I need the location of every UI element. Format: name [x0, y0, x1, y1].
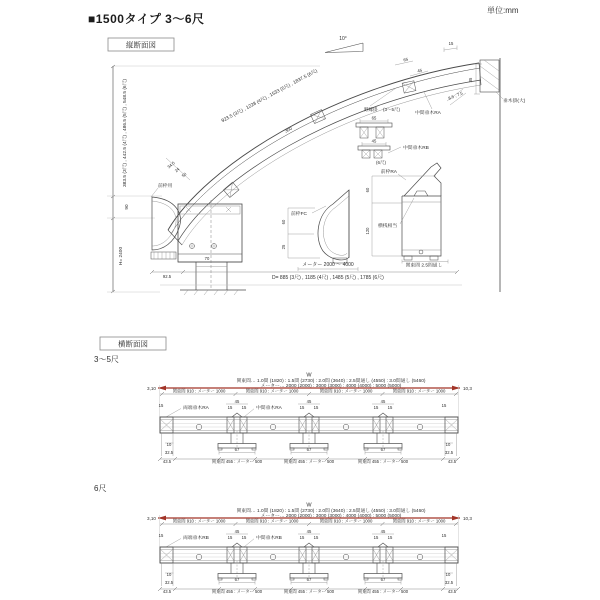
bottom-segment-label: 関東間 455 : メーター 500 — [283, 459, 335, 464]
curved-beam-lines — [168, 63, 481, 245]
section-label-horizontal: 横断面図 — [118, 339, 148, 349]
front-frame-use-label: 前枠用 — [158, 184, 173, 189]
dim-34-5: 34.5 — [166, 160, 176, 170]
taruki-kake-label: 垂木掛(大) — [503, 99, 526, 104]
width-header-1: 関東間… 1.0間 (1820) : 1.5間 (2730) : 2.0間 (3640) : 2.5間通し (4550) : 3.0間通し (5460) — [236, 509, 426, 514]
dim-43-5: 43.5 — [162, 459, 172, 464]
depth-dimension-row — [150, 270, 462, 285]
curve-length-label: 923.5 (3尺) , 1228 (4尺) , 1533 (5尺) , 1837.5 (6尺) — [220, 69, 319, 125]
dim-15: 15 — [441, 533, 447, 538]
dim-15: 15 — [227, 404, 233, 410]
front-column-assembly — [151, 182, 246, 295]
yokozan-label: 横桟相当 — [378, 224, 398, 229]
segment-label: 関東間 910 : メーター 1000 — [245, 388, 299, 394]
dim-15: 15 — [299, 404, 305, 410]
dim-15: 15 — [387, 534, 393, 540]
width-header-1: 関東間… 1.0間 (1820) : 1.5間 (2730) : 2.0間 (3640) : 2.5間通し (4550) : 3.0間通し (5460) — [236, 379, 426, 384]
dim-67: 67 — [380, 576, 386, 582]
end-rafter-label: 両端垂木RA — [183, 405, 209, 411]
edge-dim-right: 10,3 — [463, 386, 472, 391]
dim-32-5: 32.5 — [444, 580, 454, 585]
dim-15: 15 — [241, 404, 247, 410]
dim-67: 67 — [306, 446, 312, 452]
width-header-2: メーター… 2000 (2000) : 3000 (3000) : 4000 (4000) : 5000 (5000) — [260, 514, 402, 519]
rafter-dimension-row — [159, 399, 447, 417]
segment-label: 関東間 910 : メーター 1000 — [392, 388, 446, 394]
segment-label: 関東間 910 : メーター 1000 — [319, 518, 373, 524]
dim-67: 67 — [234, 576, 240, 582]
upper-dim-lines — [395, 61, 428, 76]
maewaku-ra-label: 前枠RA — [380, 170, 397, 175]
angle-label: 10° — [339, 36, 347, 42]
dim-67: 67 — [380, 446, 386, 452]
rise-dimension-label: 383.5 (3尺) , 442.5 (4尺) , 486.5 (5尺) , 548.5 (6尺) — [123, 79, 128, 187]
segment-label: 関東間 910 : メーター 1000 — [172, 388, 226, 394]
range-6-label: (6尺) — [376, 160, 386, 165]
dim-45-curve: 45 — [416, 67, 423, 74]
top-right-dim — [444, 41, 457, 52]
dim-43-5: 43.5 — [447, 589, 457, 594]
w-arrow-right — [452, 386, 460, 391]
longitudinal-section — [107, 36, 526, 295]
bottom-dimension-row — [158, 457, 460, 465]
bottom-segment-label: 関東間 455 : メーター 500 — [211, 589, 263, 594]
kanto-25-label: 関東間 2.5間通し — [405, 263, 443, 269]
dim-67: 67 — [306, 576, 312, 582]
bottom-segment-label: 関東間 455 : メーター 500 — [211, 459, 263, 464]
w-arrow-left — [158, 516, 166, 521]
dim-35-wall: 35 — [468, 77, 473, 83]
bottom-segment-label: 関東間 455 : メーター 500 — [357, 589, 409, 594]
mid-rafter-label: 中間垂木RA — [256, 405, 282, 411]
dim-15: 15 — [299, 534, 305, 540]
dim-300: 300 — [283, 125, 293, 134]
dim-15: 15 — [241, 534, 247, 540]
gap-dim-label: 8.5 , 7.5 — [447, 90, 464, 101]
dim-45: 45 — [234, 528, 240, 534]
dim-25-fc: 25 — [281, 244, 286, 250]
w-label: W — [306, 502, 312, 509]
mid-rafter-label: 中間垂木RB — [256, 535, 282, 541]
segment-label: 関東間 910 : メーター 1000 — [172, 518, 226, 524]
roof-angle-indicator — [325, 36, 363, 53]
on-curve-rafter-clamps — [223, 81, 416, 198]
dim-15: 15 — [441, 403, 447, 408]
dim-32-5: 32.5 — [164, 450, 174, 455]
edge-dim-left: 3,10 — [147, 386, 156, 391]
dim-90: 90 — [124, 204, 129, 210]
segment-label: 関東間 910 : メーター 1000 — [319, 388, 373, 394]
dim-65-curve: 65 — [402, 56, 409, 63]
rafter-dimension-row — [159, 529, 447, 547]
front-frame-fc-profile — [281, 190, 358, 271]
sub-label-6: 6尺 — [94, 484, 107, 493]
dim-15: 15 — [373, 404, 379, 410]
dim-15: 15 — [373, 534, 379, 540]
post-height-label: H= 2400 — [119, 246, 124, 266]
dim-70: 70 — [204, 256, 210, 261]
bottom-segment-label: 関東間 455 : メーター 500 — [357, 459, 409, 464]
dim-60-fc: 60 — [281, 219, 286, 225]
dim-45-stack: 45 — [371, 138, 377, 144]
dim-32-5: 32.5 — [164, 580, 174, 585]
dim-45: 45 — [380, 528, 386, 534]
dim-120-ra: 120 — [365, 227, 370, 235]
dim-50: 50 — [180, 171, 188, 179]
chukan-rb-label: 中間垂木RB — [403, 146, 429, 151]
dim-45: 45 — [380, 398, 386, 404]
dim-15: 15 — [227, 534, 233, 540]
section-label-vertical: 縦断面図 — [126, 40, 156, 50]
dim-45: 45 — [234, 398, 240, 404]
maewaku-fc-label: 前枠FC — [291, 212, 307, 217]
unit-label: 単位:mm — [487, 6, 519, 15]
cross-section-6 — [147, 503, 472, 596]
curve-foot-dims — [166, 158, 190, 180]
dim-10: 10 — [166, 571, 172, 577]
chukan-ra-label: 中間垂木RA — [415, 111, 441, 116]
dim-10: 10 — [445, 441, 451, 447]
page-title: ■1500タイプ 3〜6尺 — [88, 12, 205, 26]
dim-65-stack: 65 — [371, 115, 377, 121]
nobuchi-label: 野縁掛 — [364, 107, 378, 112]
w-arrow-right — [452, 516, 460, 521]
dim-15: 15 — [158, 403, 164, 408]
w-arrow-left — [158, 386, 166, 391]
dim-60-ra: 60 — [365, 187, 370, 193]
width-header-2: メーター… 2000 (2000) : 3000 (3000) : 4000 (4000) : 5000 (5000) — [260, 384, 402, 389]
meter-range-label: メーター 2000 〜 4000 — [302, 262, 354, 268]
sub-label-3to5: 3〜5尺 — [94, 355, 119, 364]
range-3-5-label: (3〜5尺) — [383, 107, 401, 112]
edge-dim-right: 10,3 — [463, 516, 472, 521]
dim-15-top: 15 — [448, 41, 454, 46]
edge-dim-left: 3,10 — [147, 516, 156, 521]
segment-label: 関東間 910 : メーター 1000 — [392, 518, 446, 524]
dim-24: 24 — [173, 166, 181, 174]
end-rafter-label: 両端垂木RB — [183, 535, 209, 541]
bottom-segment-label: 関東間 455 : メーター 500 — [283, 589, 335, 594]
dim-15: 15 — [387, 404, 393, 410]
dim-92-5: 92.5 — [162, 274, 172, 279]
dim-67: 67 — [234, 446, 240, 452]
dim-32-5: 32.5 — [444, 450, 454, 455]
cross-section-3to5 — [147, 373, 472, 466]
dim-15: 15 — [313, 404, 319, 410]
dim-15: 15 — [313, 534, 319, 540]
front-frame-ra-profile — [365, 163, 448, 269]
segment-label: 関東間 910 : メーター 1000 — [245, 518, 299, 524]
dim-43-5: 43.5 — [162, 589, 172, 594]
bottom-dimension-row — [158, 587, 460, 595]
wall-bracket — [447, 58, 526, 292]
dim-10: 10 — [166, 441, 172, 447]
dim-43-5: 43.5 — [447, 459, 457, 464]
mid-detail-stack — [356, 88, 442, 180]
dim-10: 10 — [445, 571, 451, 577]
depth-label: D= 885 (3尺) , 1185 (4尺) , 1485 (5尺) , 1785 (6尺) — [272, 275, 384, 281]
dim-45: 45 — [306, 398, 312, 404]
w-label: W — [306, 372, 312, 379]
dim-45: 45 — [306, 528, 312, 534]
dim-15: 15 — [158, 533, 164, 538]
